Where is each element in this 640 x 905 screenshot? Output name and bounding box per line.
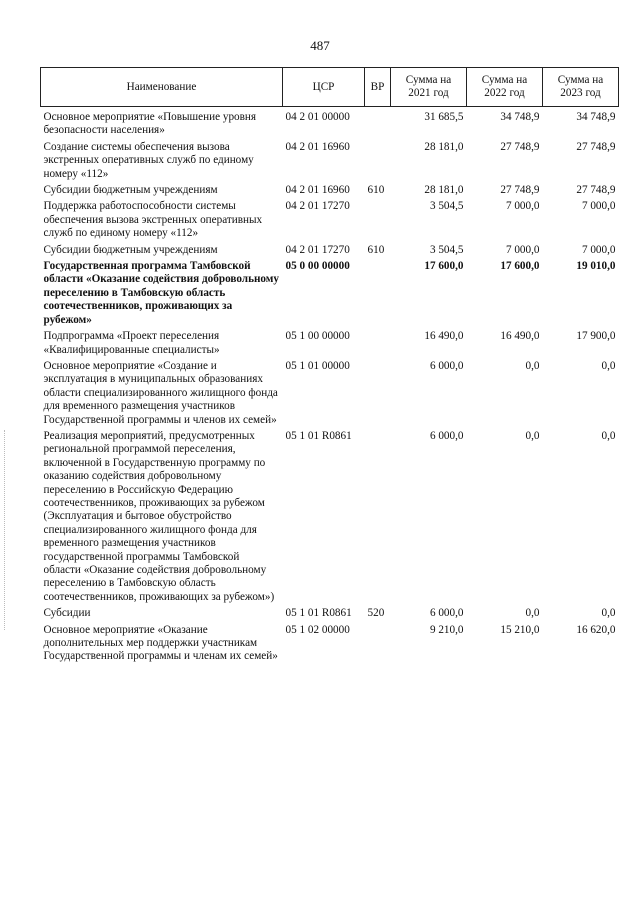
row-vr: 610 bbox=[367, 184, 385, 197]
table-row bbox=[41, 199, 619, 242]
row-sum-2021: 28 181,0 bbox=[424, 140, 464, 153]
row-csr: 05 1 00 00000 bbox=[285, 330, 350, 343]
row-sum-2021: 16 490,0 bbox=[424, 330, 464, 343]
row-sum-2023: 0,0 bbox=[601, 429, 616, 442]
table-row bbox=[41, 623, 619, 666]
row-vr bbox=[365, 107, 391, 140]
row-vr bbox=[365, 259, 391, 329]
row-csr: 04 2 01 16960 bbox=[285, 140, 350, 153]
table-body bbox=[41, 107, 619, 666]
table-row bbox=[41, 329, 619, 359]
budget-table bbox=[40, 67, 619, 666]
row-vr bbox=[365, 199, 391, 242]
row-csr: 05 0 00 00000 bbox=[285, 260, 350, 273]
margin-scan-mark bbox=[4, 430, 7, 630]
header-sum-2021: Сумма на 2021 год bbox=[391, 68, 467, 107]
row-sum-2021: 9 210,0 bbox=[429, 623, 464, 636]
row-csr: 05 1 01 R0861 bbox=[285, 429, 352, 442]
row-vr: 520 bbox=[367, 607, 385, 620]
row-sum-2021: 6 000,0 bbox=[429, 607, 464, 620]
row-sum-2021: 3 504,5 bbox=[429, 243, 464, 256]
row-sum-2023: 17 900,0 bbox=[576, 330, 616, 343]
row-vr bbox=[365, 359, 391, 429]
row-sum-2021: 17 600,0 bbox=[424, 260, 464, 273]
row-name: Реализация мероприятий, предусмотренных региональной программой переселения, включенной в Государственную программу по оказанию содействия добровольному переселению в Российскую Федерацию соотечественников, проживающих за рубежом (Эксплуатация и бытовое обустройство специализированного жилищного фонда для временного размещения участников государственной программы Тамбовской области «Оказание содействия добровольному переселению в Тамбовскую область соотечественников, проживающих за рубежом») bbox=[43, 429, 275, 603]
row-name: Создание системы обеспечения вызова экстренных оперативных служб по единому номеру «112» bbox=[43, 140, 254, 180]
row-vr bbox=[365, 140, 391, 183]
row-name: Основное мероприятие «Оказание дополнительных мер поддержки участникам Государственной программы и членам их семей» bbox=[43, 623, 278, 663]
table-row bbox=[41, 140, 619, 183]
row-name: Субсидии бюджетным учреждениям bbox=[43, 184, 218, 197]
row-sum-2021: 31 685,5 bbox=[424, 111, 464, 123]
row-csr: 04 2 01 16960 bbox=[285, 184, 350, 197]
row-name: Государственная программа Тамбовской области «Оказание содействия добровольному переселению в Тамбовскую область соотечественников, проживающих за рубежом» bbox=[43, 260, 280, 326]
row-sum-2023: 0,0 bbox=[601, 359, 616, 372]
row-csr: 04 2 01 17270 bbox=[285, 243, 350, 256]
row-vr bbox=[365, 623, 391, 666]
row-sum-2023: 0,0 bbox=[601, 607, 616, 620]
row-name: Подпрограмма «Проект переселения «Квалифицированные специалисты» bbox=[43, 330, 220, 356]
row-sum-2022: 34 748,9 bbox=[500, 111, 540, 123]
row-vr bbox=[365, 329, 391, 359]
row-sum-2021: 3 504,5 bbox=[429, 200, 464, 213]
table-row bbox=[41, 359, 619, 429]
page-number: 487 bbox=[310, 38, 330, 53]
row-sum-2023: 27 748,9 bbox=[576, 184, 616, 197]
row-sum-2022: 27 748,9 bbox=[500, 184, 540, 197]
table-row bbox=[41, 243, 619, 259]
row-name: Основное мероприятие «Повышение уровня безопасности населения» bbox=[43, 111, 257, 137]
row-sum-2023: 7 000,0 bbox=[581, 200, 616, 213]
row-sum-2022: 16 490,0 bbox=[500, 330, 540, 343]
row-sum-2022: 17 600,0 bbox=[500, 260, 540, 273]
row-sum-2023: 16 620,0 bbox=[576, 623, 616, 636]
row-name: Поддержка работоспособности системы обеспечения вызова экстренных оперативных служб по единому номеру «112» bbox=[43, 200, 263, 240]
row-sum-2021: 6 000,0 bbox=[429, 359, 464, 372]
row-sum-2022: 7 000,0 bbox=[505, 200, 540, 213]
row-sum-2023: 34 748,9 bbox=[576, 111, 616, 123]
header-sum-2022: Сумма на 2022 год bbox=[467, 68, 543, 107]
row-name: Основное мероприятие «Создание и эксплуатация в муниципальных образованиях области специализированного жилищного фонда для временного размещения участников Государственной программы и членов их семей» bbox=[43, 359, 278, 426]
header-csr: ЦСР bbox=[283, 68, 365, 107]
table-row bbox=[41, 107, 619, 140]
row-csr: 05 1 02 00000 bbox=[285, 623, 350, 636]
table-row bbox=[41, 183, 619, 199]
header-name: Наименование bbox=[41, 68, 283, 107]
table-row-program bbox=[41, 259, 619, 329]
row-sum-2023: 27 748,9 bbox=[576, 140, 616, 153]
table-row bbox=[41, 429, 619, 606]
row-csr: 05 1 01 00000 bbox=[285, 359, 350, 372]
header-vr: ВР bbox=[365, 68, 391, 107]
row-sum-2021: 28 181,0 bbox=[424, 184, 464, 197]
table-row bbox=[41, 606, 619, 622]
row-csr: 04 2 01 17270 bbox=[285, 200, 350, 213]
row-sum-2023: 19 010,0 bbox=[576, 260, 616, 273]
row-sum-2022: 7 000,0 bbox=[505, 243, 540, 256]
row-vr: 610 bbox=[367, 243, 385, 256]
row-sum-2021: 6 000,0 bbox=[429, 429, 464, 442]
row-sum-2022: 15 210,0 bbox=[500, 623, 540, 636]
header-sum-2023: Сумма на 2023 год bbox=[543, 68, 619, 107]
row-name: Субсидии бюджетным учреждениям bbox=[43, 243, 218, 256]
table-header bbox=[41, 68, 619, 107]
row-vr bbox=[365, 429, 391, 606]
row-sum-2022: 0,0 bbox=[525, 359, 540, 372]
row-name: Субсидии bbox=[43, 607, 91, 620]
row-sum-2022: 0,0 bbox=[525, 429, 540, 442]
row-sum-2022: 0,0 bbox=[525, 607, 540, 620]
row-sum-2022: 27 748,9 bbox=[500, 140, 540, 153]
row-sum-2023: 7 000,0 bbox=[581, 243, 616, 256]
row-csr: 05 1 01 R0861 bbox=[285, 607, 352, 620]
row-csr: 04 2 01 00000 bbox=[285, 111, 350, 123]
